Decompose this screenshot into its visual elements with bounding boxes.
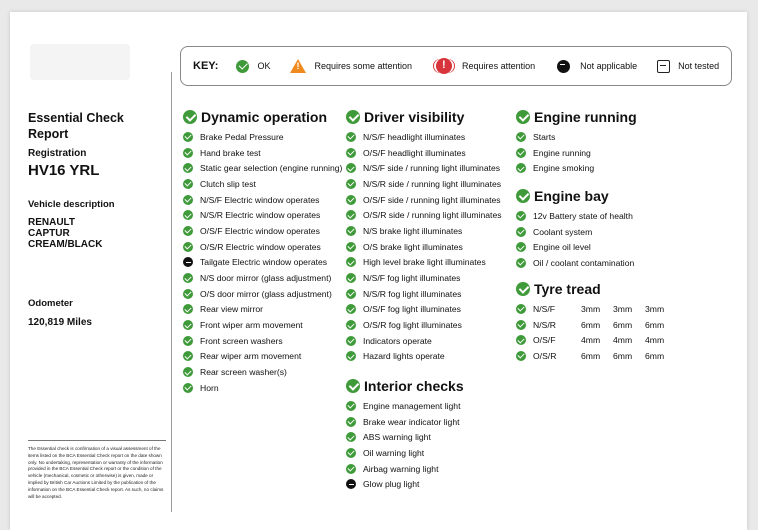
check-circle-icon <box>183 351 193 361</box>
check-circle-icon <box>346 148 356 158</box>
check-item-label: Oil / coolant contamination <box>533 257 635 268</box>
tyre-depth: 6mm <box>645 350 665 361</box>
check-circle-icon <box>346 110 360 124</box>
check-item-label: Brake Pedal Pressure <box>200 131 284 142</box>
check-item-label: O/S/R side / running light illuminates <box>363 210 502 221</box>
check-circle-icon <box>183 289 193 299</box>
check-circle-icon <box>516 304 526 314</box>
check-circle-icon <box>236 60 249 73</box>
check-item <box>183 192 342 208</box>
divider <box>171 72 172 512</box>
vehicle-make: RENAULT <box>28 217 76 228</box>
tyre-depth: 6mm <box>581 319 601 330</box>
minus-circle-icon <box>557 60 570 73</box>
check-item-label: Hand brake test <box>200 147 261 158</box>
check-circle-icon <box>346 432 356 442</box>
check-circle-icon <box>183 179 193 189</box>
tyre-depth: 6mm <box>645 319 665 330</box>
check-item <box>346 302 502 318</box>
check-circle-icon <box>516 163 526 173</box>
check-item <box>183 145 342 161</box>
check-item <box>346 255 502 271</box>
check-circle-icon <box>346 257 356 267</box>
check-item <box>516 239 634 255</box>
tyre-row <box>516 301 677 317</box>
check-item-label: Horn <box>200 382 219 393</box>
check-circle-icon <box>346 336 356 346</box>
check-item <box>346 445 464 461</box>
check-circle-icon <box>183 110 197 124</box>
tyre-depth: 4mm <box>645 335 665 346</box>
vehicle-model: CAPTUR <box>28 228 70 239</box>
check-item <box>346 145 502 161</box>
check-item-label: Tailgate Electric window operates <box>200 257 328 268</box>
check-item-label: Brake wear indicator light <box>363 416 460 427</box>
check-item-label: Clutch slip test <box>200 178 256 189</box>
warning-triangle-icon <box>290 59 306 73</box>
section-title: Driver visibility <box>346 108 502 126</box>
check-item-label: O/S/F headlight illuminates <box>363 147 466 158</box>
check-item <box>183 286 342 302</box>
odometer-label: Odometer <box>28 298 73 309</box>
check-item <box>346 223 502 239</box>
check-item <box>346 317 502 333</box>
check-item <box>183 270 342 286</box>
check-circle-icon <box>183 242 193 252</box>
check-item <box>346 429 464 445</box>
check-item-label: Rear screen washer(s) <box>200 367 287 378</box>
check-circle-icon <box>516 282 530 296</box>
tyre-depth: 3mm <box>581 303 601 314</box>
check-item <box>183 333 342 349</box>
check-circle-icon <box>346 417 356 427</box>
check-circle-icon <box>183 195 193 205</box>
vehicle-colour: CREAM/BLACK <box>28 239 103 250</box>
check-item <box>183 239 342 255</box>
vehicle-description <box>28 217 102 250</box>
check-item-label: O/S door mirror (glass adjustment) <box>200 288 332 299</box>
check-item-label: Rear wiper arm movement <box>200 351 302 362</box>
section-engine-running <box>516 108 637 176</box>
section-tyre-tread <box>516 280 677 364</box>
report-title: Essential Check Report <box>28 111 124 141</box>
check-item <box>516 255 634 271</box>
check-item-label: N/S/F side / running light illuminates <box>363 163 501 174</box>
check-circle-icon <box>516 189 530 203</box>
check-circle-icon <box>183 336 193 346</box>
key-legend <box>180 46 732 86</box>
check-circle-icon <box>346 273 356 283</box>
check-circle-icon <box>183 210 193 220</box>
disclaimer-divider <box>28 440 166 441</box>
minus-circle-icon <box>183 257 193 267</box>
check-item-label: O/S/F side / running light illuminates <box>363 194 501 205</box>
check-item <box>516 224 634 240</box>
check-circle-icon <box>346 464 356 474</box>
registration-value: HV16 YRL <box>28 162 100 179</box>
check-item-label: High level brake light illuminates <box>363 257 486 268</box>
check-circle-icon <box>346 304 356 314</box>
check-circle-icon <box>346 132 356 142</box>
check-item-label: N/S door mirror (glass adjustment) <box>200 273 332 284</box>
check-item <box>346 207 502 223</box>
logo <box>30 44 130 80</box>
check-circle-icon <box>516 335 526 345</box>
check-item-label: Static gear selection (engine running) <box>200 163 343 174</box>
disclaimer: The Essential check is confirmation of a visual assessment of the items listed on the BCA Essential Check report on the date shown only. No undertaking, representation or warranty of the information provided in the BCA Essential Check report or the condition of the vehicle (mechanical, cosmetic or otherwise) is given, made or implied by British Car Auctions Limited by the publication of the information on the BCA Essential Check report. As such, no claims will be accepted. <box>28 446 164 499</box>
tyre-depth: 3mm <box>645 303 665 314</box>
check-item <box>183 364 342 380</box>
check-item-label: O/S/R fog light illuminates <box>363 320 462 331</box>
check-circle-icon <box>516 227 526 237</box>
check-item-label: N/S/R fog light illuminates <box>363 288 462 299</box>
tyre-position: O/S/R <box>533 350 557 361</box>
check-circle-icon <box>516 148 526 158</box>
minus-circle-icon <box>346 479 356 489</box>
check-item <box>516 160 637 176</box>
check-circle-icon <box>516 110 530 124</box>
odometer-value: 120,819 Miles <box>28 317 92 328</box>
check-item <box>516 145 637 161</box>
check-item-label: O/S/F fog light illuminates <box>363 304 461 315</box>
check-circle-icon <box>346 401 356 411</box>
check-item-label: N/S/R Electric window operates <box>200 210 321 221</box>
key-not-tested: Not tested <box>657 60 719 73</box>
check-circle-icon <box>346 351 356 361</box>
vehicle-description-label: Vehicle description <box>28 199 115 210</box>
check-item <box>346 270 502 286</box>
check-item-label: Hazard lights operate <box>363 351 445 362</box>
check-circle-icon <box>516 211 526 221</box>
check-item-label: Engine oil level <box>533 242 591 253</box>
section-interior-checks <box>346 377 464 492</box>
check-item <box>516 129 637 145</box>
section-driver-visibility <box>346 108 502 364</box>
check-item <box>183 349 342 365</box>
check-item <box>183 176 342 192</box>
tyre-row <box>516 332 677 348</box>
tyre-depth: 6mm <box>613 319 633 330</box>
check-circle-icon <box>346 320 356 330</box>
check-item-label: Front wiper arm movement <box>200 320 303 331</box>
check-circle-icon <box>346 379 360 393</box>
check-circle-icon <box>516 351 526 361</box>
section-title: Engine running <box>516 108 637 126</box>
check-item-label: N/S/F Electric window operates <box>200 194 320 205</box>
check-item-label: Coolant system <box>533 226 593 237</box>
check-item <box>183 317 342 333</box>
registration-label: Registration <box>28 148 87 159</box>
check-item-label: Oil warning light <box>363 447 425 458</box>
key-not-applicable: Not applicable <box>557 60 637 73</box>
check-item-label: N/S/R side / running light illuminates <box>363 178 502 189</box>
check-item <box>346 461 464 477</box>
section-engine-bay <box>516 187 634 271</box>
check-circle-icon <box>516 132 526 142</box>
check-circle-icon <box>516 258 526 268</box>
check-item <box>346 286 502 302</box>
tyre-depth: 4mm <box>613 335 633 346</box>
check-item-label: Front screen washers <box>200 335 283 346</box>
tyre-row <box>516 348 677 364</box>
check-item-label: O/S brake light illuminates <box>363 241 463 252</box>
check-item-label: N/S/F headlight illuminates <box>363 131 466 142</box>
check-item <box>346 192 502 208</box>
tyre-row <box>516 317 677 333</box>
check-circle-icon <box>183 367 193 377</box>
check-circle-icon <box>183 132 193 142</box>
key-title: KEY: <box>193 60 219 72</box>
section-title: Tyre tread <box>516 280 677 298</box>
check-circle-icon <box>183 226 193 236</box>
check-item <box>346 398 464 414</box>
check-item <box>516 208 634 224</box>
section-dynamic-operation <box>183 108 342 396</box>
section-title: Interior checks <box>346 377 464 395</box>
check-circle-icon <box>516 320 526 330</box>
check-item-label: Engine management light <box>363 400 461 411</box>
check-item <box>183 207 342 223</box>
check-circle-icon <box>346 242 356 252</box>
check-item-label: N/S brake light illuminates <box>363 225 463 236</box>
section-title: Dynamic operation <box>183 108 342 126</box>
tyre-depth: 3mm <box>613 303 633 314</box>
check-circle-icon <box>346 226 356 236</box>
check-circle-icon <box>346 163 356 173</box>
tyre-position: O/S/F <box>533 335 556 346</box>
check-item-label: 12v Battery state of health <box>533 210 633 221</box>
tyre-position: N/S/F <box>533 303 555 314</box>
check-item <box>346 414 464 430</box>
check-item <box>346 239 502 255</box>
tyre-depth: 6mm <box>581 350 601 361</box>
minus-square-icon <box>657 60 670 73</box>
check-item <box>183 160 342 176</box>
check-item-label: O/S/F Electric window operates <box>200 225 320 236</box>
check-circle-icon <box>183 163 193 173</box>
check-item-label: O/S/R Electric window operates <box>200 241 321 252</box>
check-circle-icon <box>346 448 356 458</box>
key-ok: OK <box>236 60 270 73</box>
tyre-depth: 6mm <box>613 350 633 361</box>
check-circle-icon <box>516 242 526 252</box>
check-item-label: Glow plug light <box>363 479 420 490</box>
check-item <box>183 223 342 239</box>
check-item <box>183 380 342 396</box>
check-item <box>346 333 502 349</box>
check-item <box>346 476 464 492</box>
check-circle-icon <box>346 289 356 299</box>
check-circle-icon <box>183 383 193 393</box>
tyre-position: N/S/R <box>533 319 556 330</box>
section-title: Engine bay <box>516 187 634 205</box>
check-item <box>346 160 502 176</box>
check-item-label: ABS warning light <box>363 432 431 443</box>
check-circle-icon <box>183 304 193 314</box>
check-circle-icon <box>183 273 193 283</box>
check-circle-icon <box>183 148 193 158</box>
check-item-label: Indicators operate <box>363 335 432 346</box>
check-item <box>346 349 502 365</box>
check-item-label: N/S/F fog light illuminates <box>363 273 461 284</box>
check-circle-icon <box>183 320 193 330</box>
check-circle-icon <box>346 195 356 205</box>
alert-circle-icon <box>436 58 452 74</box>
check-item-label: Engine smoking <box>533 163 595 174</box>
key-some-attention: ! Requires some attention <box>290 59 412 73</box>
check-circle-icon <box>346 179 356 189</box>
tyre-depth: 4mm <box>581 335 601 346</box>
check-item-label: Starts <box>533 131 556 142</box>
check-item <box>183 302 342 318</box>
check-item <box>346 176 502 192</box>
check-item-label: Airbag warning light <box>363 463 439 474</box>
check-item-label: Rear view mirror <box>200 304 264 315</box>
check-circle-icon <box>346 210 356 220</box>
check-item <box>183 129 342 145</box>
check-item <box>346 129 502 145</box>
key-attention: ! Requires attention <box>436 58 535 74</box>
check-item-label: Engine running <box>533 147 591 158</box>
check-item <box>183 255 342 271</box>
